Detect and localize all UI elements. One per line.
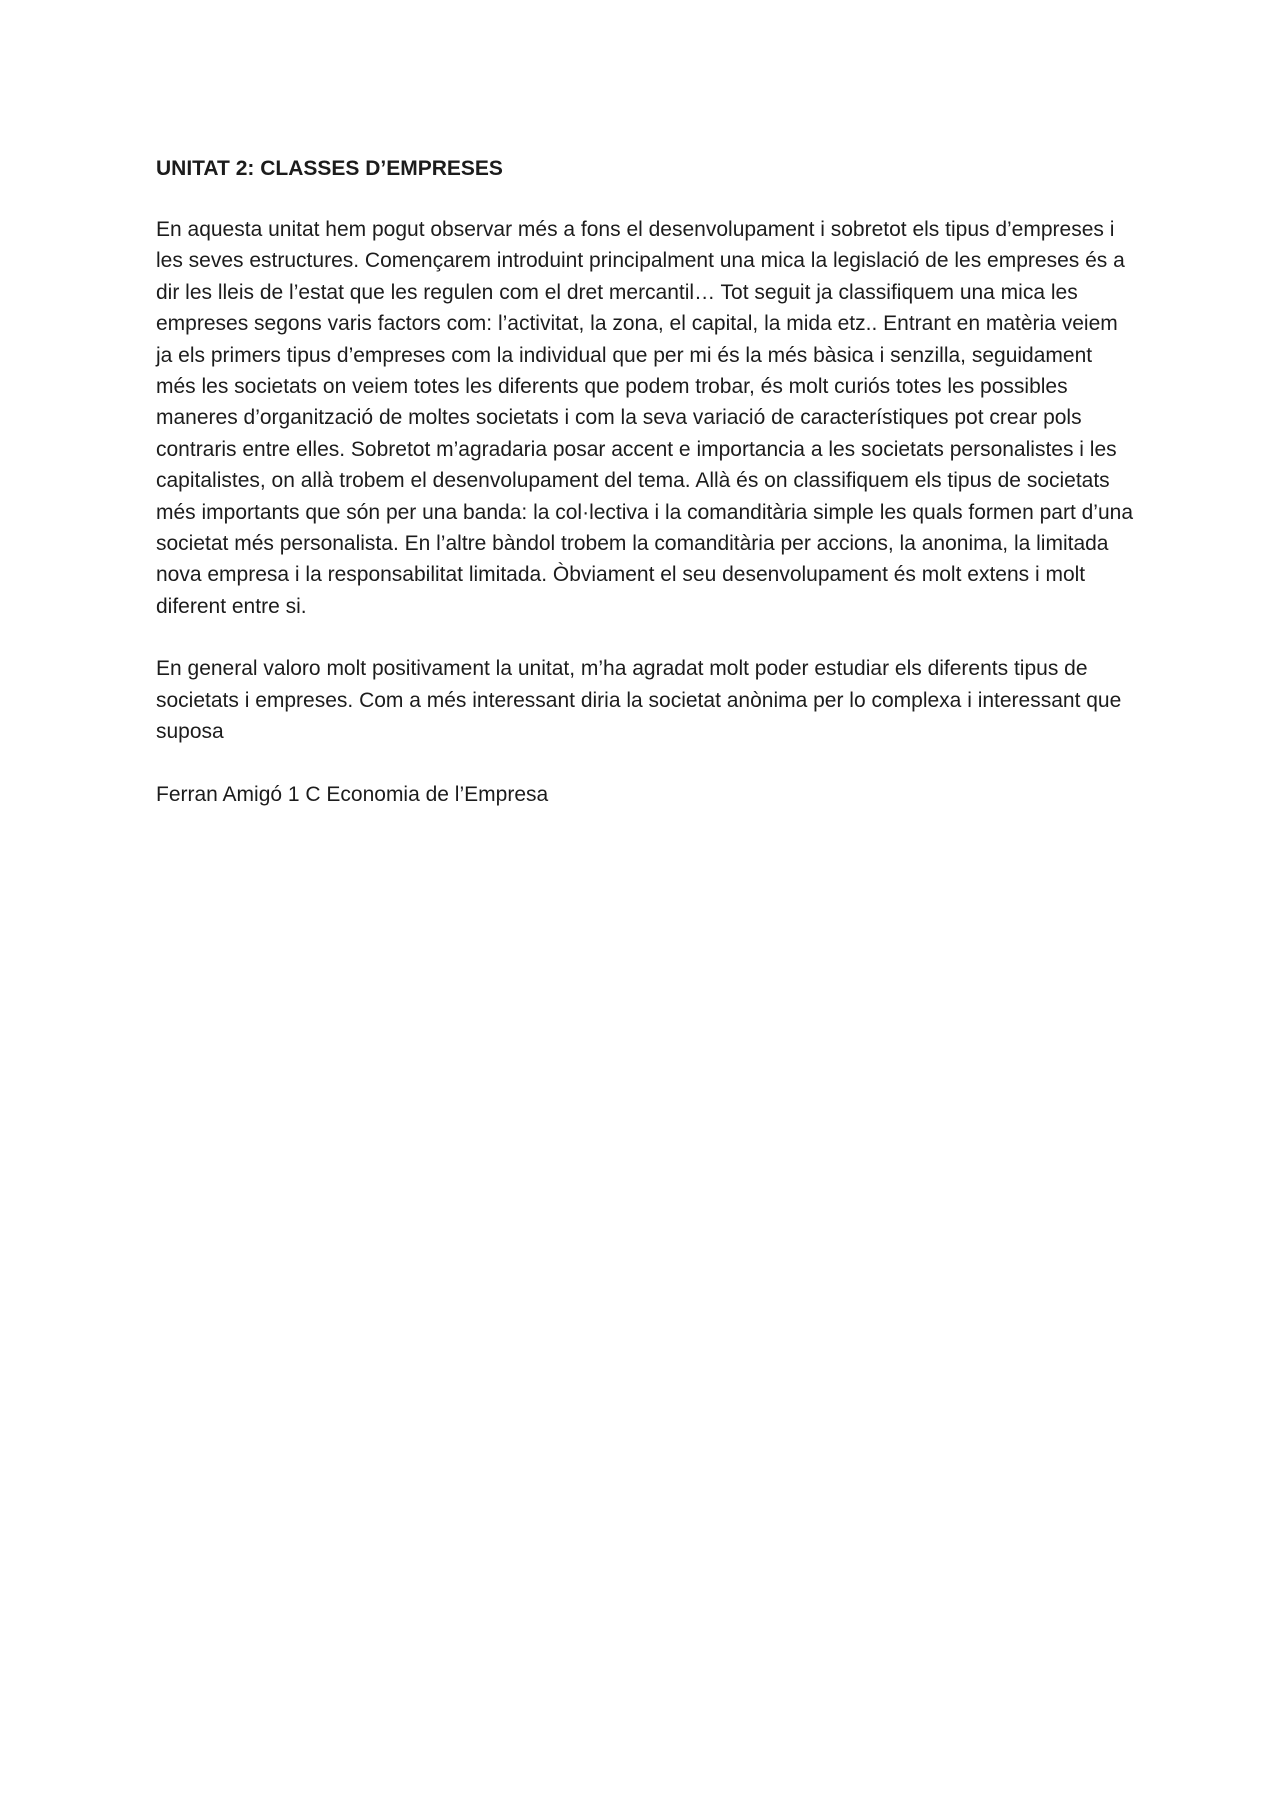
document-content bbox=[156, 153, 1136, 810]
author-signature: Ferran Amigó 1 C Economia de l’Empresa bbox=[156, 782, 549, 806]
document-title: UNITAT 2: CLASSES D’EMPRESES bbox=[156, 157, 503, 180]
paragraph-conclusion: En general valoro molt positivament la unitat, m’ha agradat molt poder estudiar els diferents tipus de societats i empreses. Com a més interessant diria la societat anònima per lo complexa i interessant que suposa bbox=[156, 657, 1122, 744]
paragraph-intro: En aquesta unitat hem pogut observar més a fons el desenvolupament i sobretot els tipus d’empreses i les seves estructures. Començarem introduint principalment una mica la legislació de les empreses és a dir les lleis de l’estat que les regulen com el dret mercantil… Tot seguit ja classifiquem una mica les empreses segons varis factors com: l’activitat, la zona, el capital, la mida etz.. Entrant en matèria veiem ja els primers tipus d’empreses com la individual que per mi és la més bàsica i senzilla, seguidament més les societats on veiem totes les diferents que podem trobar, és molt curiós totes les possibles maneres d’organització de moltes societats i com la seva variació de característiques pot crear pols contraris entre elles. Sobretot m’agradaria posar accent e importancia a les societats personalistes i les capitalistes, on allà trobem el desenvolupament del tema. Allà és on classifiquem els tipus de societats més importants que són per una banda: la col·lectiva i la comanditària simple les quals formen part d’una societat més personalista. En l’altre bàndol trobem la comanditària per accions, la anonima, la limitada nova empresa i la responsabilitat limitada. Òbviament el seu desenvolupament és molt extens i molt diferent entre si. bbox=[156, 218, 1134, 618]
